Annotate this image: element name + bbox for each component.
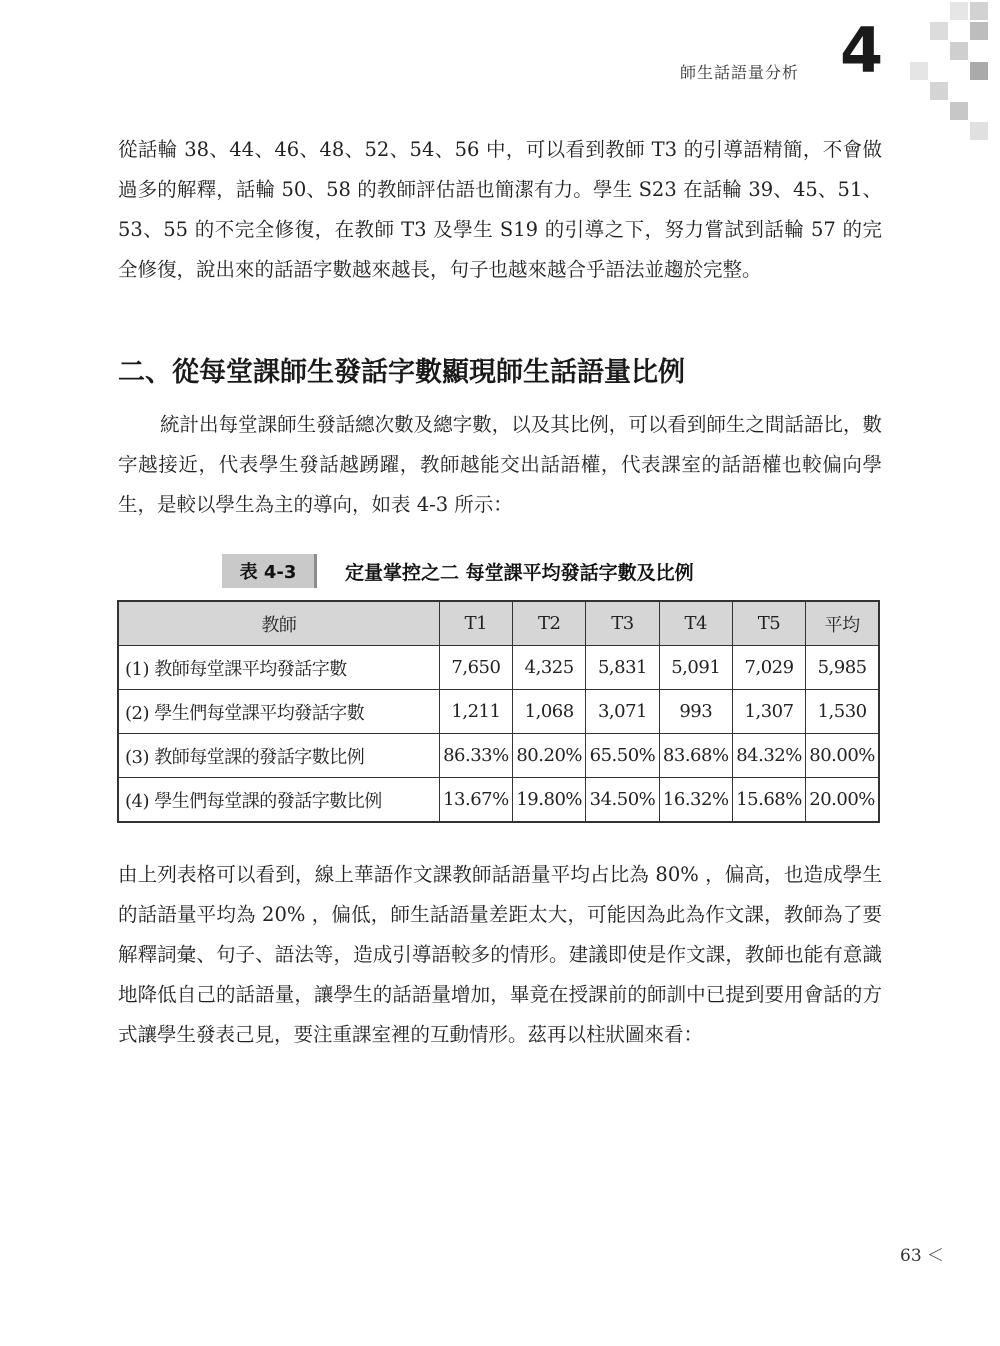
table-cell: 80.20% <box>513 734 586 778</box>
table-row <box>118 646 879 690</box>
table-cell: 20.00% <box>806 778 879 823</box>
table-cell: 1,530 <box>806 690 879 734</box>
paragraph-1: 從話輪 38、44、46、48、52、54、56 中，可以看到教師 T3 的引導語精簡，不會做過多的解釋，話輪 50、58 的教師評估語也簡潔有力。學生 S23 在話輪 39、45、51、53、55 的不完全修復，在教師 T3 及學生 S19 的引導之下，努力嘗試到話輪 57 的完全修復，說出來的話語字數越來越長，句子也越來越合乎語法並趨於完整。 <box>118 138 882 281</box>
table-cell: 15.68% <box>732 778 805 823</box>
table-cell: 65.50% <box>586 734 659 778</box>
table-cell: 86.33% <box>439 734 512 778</box>
table-cell: 1,068 <box>513 690 586 734</box>
table-row <box>118 690 879 734</box>
row-label: (2) 學生們每堂課平均發話字數 <box>118 690 439 734</box>
column-header: T4 <box>659 601 732 646</box>
section-heading: 二、從每堂課師生發話字數顯現師生話語量比例 <box>118 357 685 388</box>
column-header: T5 <box>732 601 805 646</box>
running-header-title: 師生話語量分析 <box>680 63 800 82</box>
paragraph-2: 統計出每堂課師生發話總次數及總字數，以及其比例，可以看到師生之間話語比，數字越接近，代表學生發話越踴躍，教師越能交出話語權，代表課室的話語權也較偏向學生，是較以學生為主的導向，如表 4-3 所示： <box>118 413 882 516</box>
table-cell: 34.50% <box>586 778 659 823</box>
column-header: 平均 <box>806 601 879 646</box>
table-row <box>118 734 879 778</box>
table-cell: 84.32% <box>732 734 805 778</box>
column-header: T1 <box>439 601 512 646</box>
chapter-number: 4 <box>840 14 884 87</box>
table-cell: 83.68% <box>659 734 732 778</box>
row-label: (1) 教師每堂課平均發話字數 <box>118 646 439 690</box>
table-caption-label: 表 4-3 <box>222 554 317 588</box>
paragraph-3: 由上列表格可以看到，線上華語作文課教師話語量平均占比為 80% ，偏高，也造成學生的話語量平均為 20% ，偏低，師生話語量差距太大，可能因為此為作文課，教師為了要解釋詞彙、句子、語法等，造成引導語較多的情形。建議即使是作文課，教師也能有意識地降低自己的話語量，讓學生的話語量增加，畢竟在授課前的師訓中已提到要用會話的方式讓學生發表己見，要注重課室裡的互動情形。茲再以柱狀圖來看： <box>118 863 882 1046</box>
table-cell: 993 <box>659 690 732 734</box>
column-header: T2 <box>513 601 586 646</box>
table-cell: 4,325 <box>513 646 586 690</box>
table-header-row <box>118 601 879 646</box>
table-cell: 3,071 <box>586 690 659 734</box>
table-cell: 5,985 <box>806 646 879 690</box>
table-caption <box>222 553 694 589</box>
table-cell: 16.32% <box>659 778 732 823</box>
data-table <box>117 600 880 823</box>
table-cell: 1,211 <box>439 690 512 734</box>
table-cell: 7,029 <box>732 646 805 690</box>
table-caption-text: 定量掌控之二 每堂課平均發話字數及比例 <box>345 561 694 584</box>
column-header: T3 <box>586 601 659 646</box>
row-label: (3) 教師每堂課的發話字數比例 <box>118 734 439 778</box>
table-cell: 5,831 <box>586 646 659 690</box>
row-label: (4) 學生們每堂課的發話字數比例 <box>118 778 439 823</box>
table-cell: 5,091 <box>659 646 732 690</box>
column-header: 教師 <box>118 601 439 646</box>
table-cell: 19.80% <box>513 778 586 823</box>
table-cell: 1,307 <box>732 690 805 734</box>
table-row <box>118 778 879 823</box>
page-number: 63 ＜ <box>900 1246 945 1266</box>
table-cell: 13.67% <box>439 778 512 823</box>
table-cell: 7,650 <box>439 646 512 690</box>
table-cell: 80.00% <box>806 734 879 778</box>
